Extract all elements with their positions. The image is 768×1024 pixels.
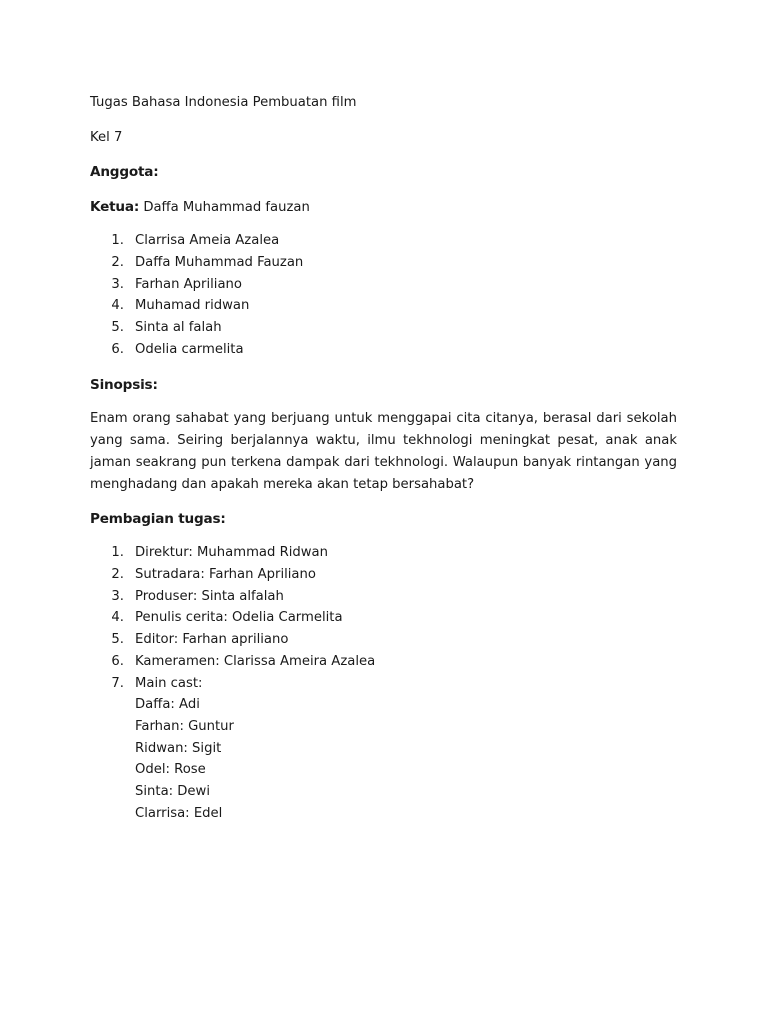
cast-entry: Clarrisa: Edel [135, 805, 223, 821]
synopsis-heading: Sinopsis: [90, 377, 158, 393]
list-number: 7. [111, 675, 124, 691]
member-name: Clarrisa Ameia Azalea [135, 233, 280, 248]
task-text: Main cast: [135, 675, 203, 691]
leader-line [90, 198, 310, 217]
cast-entry: Sinta: Dewi [135, 784, 210, 800]
synopsis-paragraph: Enam orang sahabat yang berjuang untuk menggapai cita citanya, berasal dari sekolah yang sama. Seiring berjalannya waktu, ilmu tekhnologi meningkat pesat, anak anak jaman seakrang pun terkena dampak dari tekhnologi. Walaupun banyak rintangan yang menghadang dan apakah mereka akan tetap bersahabat? [90, 411, 677, 492]
member-name: Muhamad ridwan [135, 298, 250, 314]
list-number: 5. [111, 632, 124, 648]
list-number: 3. [111, 588, 124, 604]
cast-entry: Daffa: Adi [135, 697, 200, 712]
cast-list [135, 694, 234, 825]
task-text: Editor: Farhan apriliano [135, 632, 289, 648]
cast-entry: Ridwan: Sigit [135, 740, 222, 756]
list-number: 6. [111, 653, 124, 669]
member-name: Daffa Muhammad Fauzan [135, 254, 304, 270]
group-label: Kel 7 [90, 130, 123, 145]
task-text: Kameramen: Clarissa Ameira Azalea [135, 653, 376, 669]
task-text: Penulis cerita: Odelia Carmelita [135, 610, 343, 626]
list-number: 1. [111, 545, 124, 560]
list-number: 2. [111, 254, 124, 270]
list-number: 3. [111, 276, 124, 292]
member-name: Sinta al falah [135, 320, 222, 336]
task-text: Sutradara: Farhan Apriliano [135, 566, 316, 582]
cast-entry: Odel: Rose [135, 762, 206, 778]
document-title: Tugas Bahasa Indonesia Pembuatan film [90, 95, 357, 110]
leader-label: Ketua: [90, 199, 140, 215]
leader-name: Daffa Muhammad fauzan [143, 200, 310, 215]
task-text: Produser: Sinta alfalah [135, 588, 284, 604]
list-number: 4. [111, 610, 124, 626]
members-heading: Anggota: [90, 164, 159, 180]
list-number: 1. [111, 233, 124, 248]
member-name: Odelia carmelita [135, 341, 244, 357]
list-number: 5. [111, 320, 124, 336]
list-number: 4. [111, 298, 124, 314]
cast-entry: Farhan: Guntur [135, 718, 234, 734]
member-name: Farhan Apriliano [135, 276, 242, 292]
task-text: Direktur: Muhammad Ridwan [135, 545, 328, 560]
list-number: 6. [111, 341, 124, 357]
list-number: 2. [111, 566, 124, 582]
tasks-heading: Pembagian tugas: [90, 511, 226, 527]
